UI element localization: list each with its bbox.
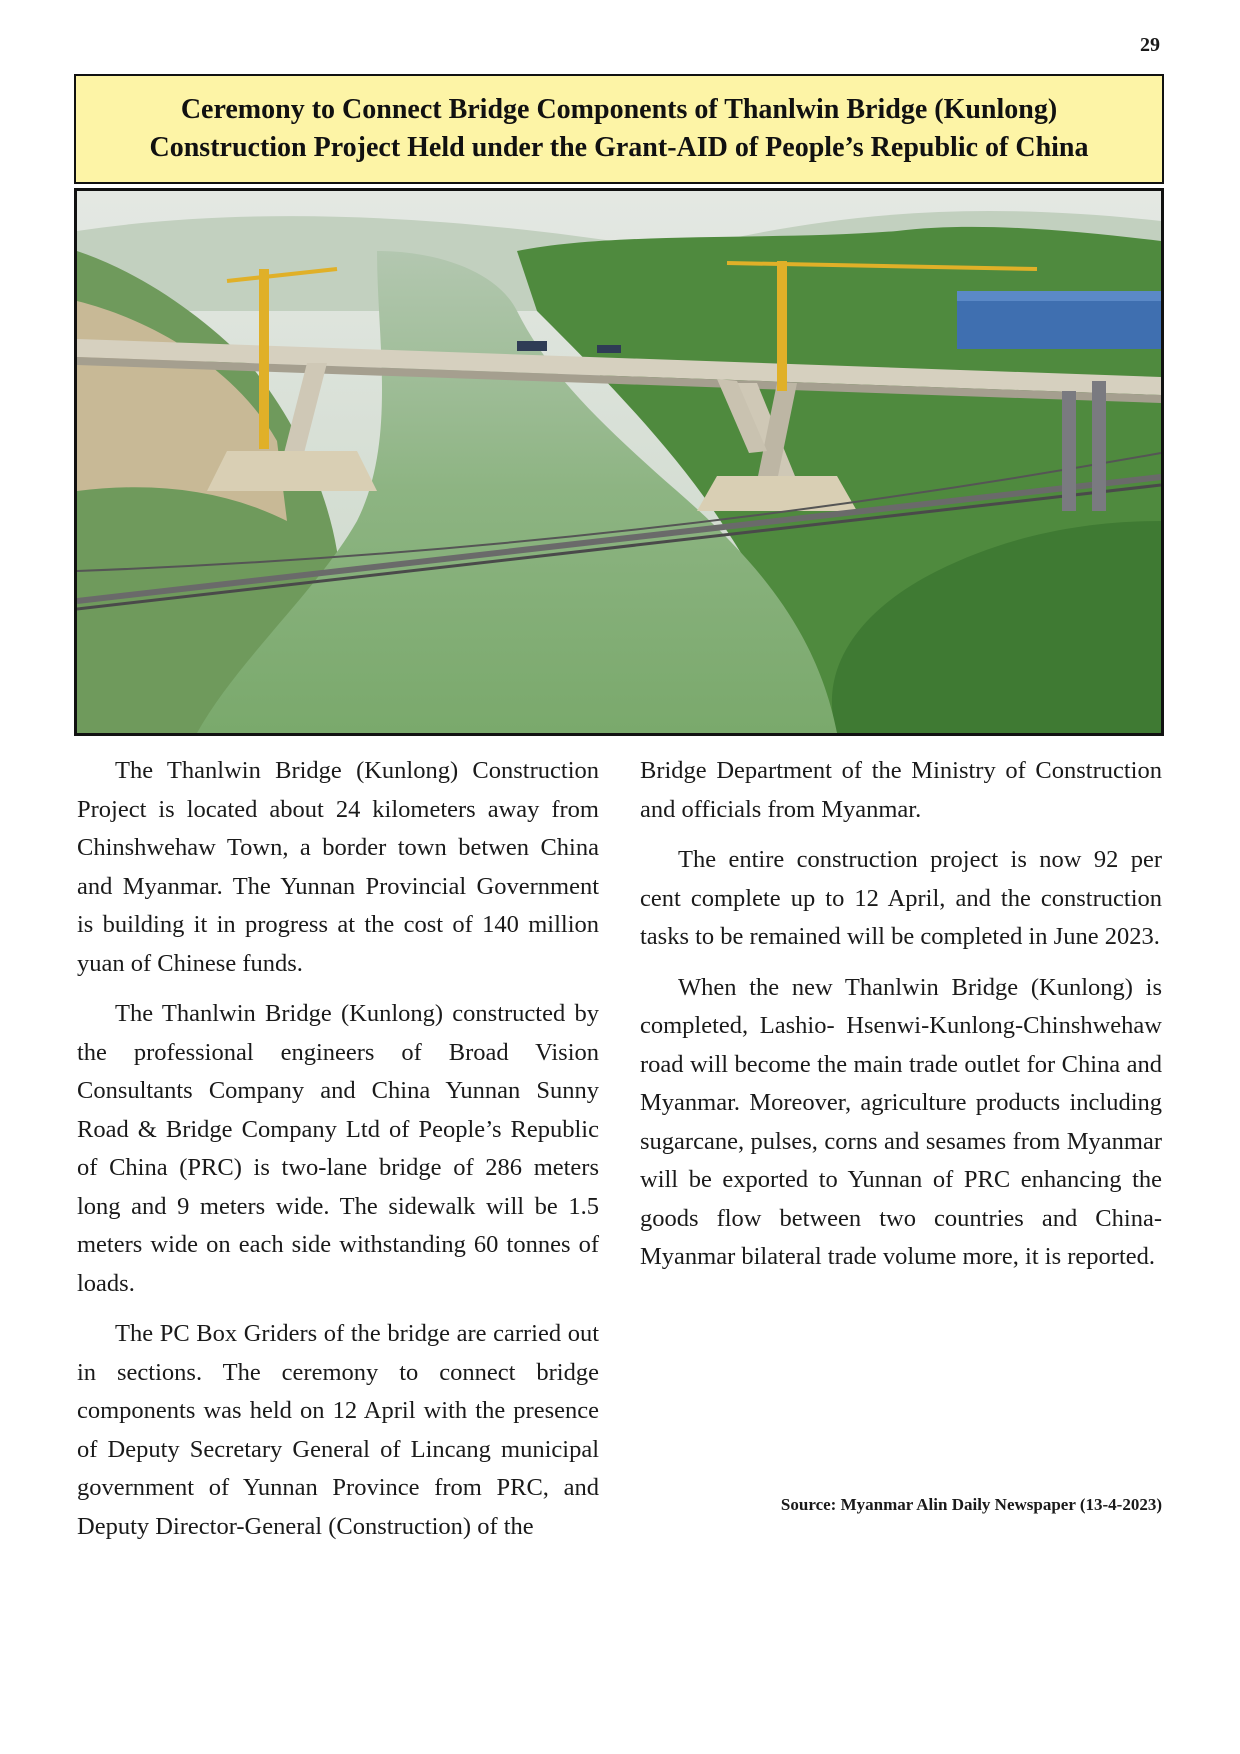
bridge-construction-photo — [74, 188, 1164, 736]
headline-line-2: Construction Project Held under the Grant-AID of People’s Republic of China — [149, 132, 1089, 163]
paragraph-progress: The entire construction project is now 92 per cent complete up to 12 April, and the construction tasks to be remained will be completed in June 2023. — [640, 846, 1162, 950]
headline-line-1: Ceremony to Connect Bridge Components of Thanlwin Bridge (Kunlong) — [180, 94, 1058, 125]
article-left-column — [77, 752, 599, 1558]
paragraph-location: The Thanlwin Bridge (Kunlong) Construction Project is located about 24 kilometers away from Chinshwehaw Town, a border town betwen China and Myanmar. The Yunnan Provincial Government is building it in progress at the cost of 140 million yuan of Chinese funds. — [77, 757, 599, 977]
page-number: 29 — [1140, 34, 1160, 56]
paragraph-ceremony: The PC Box Griders of the bridge are carried out in sections. The ceremony to connect bridge components was held on 12 April with the presence of Deputy Secretary General of Lincang municipal government of Yunnan Province from PRC, and Deputy Director-General (Construction) of the — [77, 1320, 599, 1540]
paragraph-trade-outlook: When the new Thanlwin Bridge (Kunlong) is completed, Lashio- Hsenwi-Kunlong-Chinshwehaw road will become the main trade outlet for China and Myanmar. Moreover, agriculture products including sugarcane, pulses, corns and sesames from Myanmar will be exported to Yunnan of PRC enhancing the goods flow between two countries and China-Myanmar bilateral trade volume more, it is reported. — [640, 973, 1162, 1270]
article-right-column — [640, 752, 1162, 1289]
paragraph-ceremony-continued: Bridge Department of the Ministry of Construction and officials from Myanmar. — [640, 757, 1162, 823]
source-credit: Source: Myanmar Alin Daily Newspaper (13-4-2023) — [780, 1495, 1162, 1514]
headline-box — [74, 74, 1164, 184]
paragraph-specification: The Thanlwin Bridge (Kunlong) constructed by the professional engineers of Broad Vision Consultants Company and China Yunnan Sunny Road & Bridge Company Ltd of People’s Republic of China (PRC) is two-lane bridge of 286 meters long and 9 meters wide. The sidewalk will be 1.5 meters wide on each side withstanding 60 tonnes of loads. — [77, 1000, 599, 1297]
